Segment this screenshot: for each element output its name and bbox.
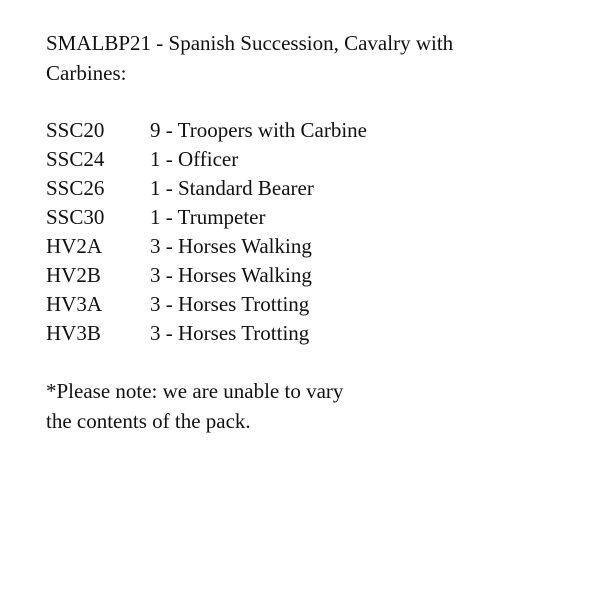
list-item: [46, 203, 566, 232]
list-item: [46, 319, 566, 348]
item-description: 1 - Trumpeter: [150, 205, 266, 229]
item-code: SSC24: [46, 147, 105, 171]
item-code: HV2A: [46, 234, 102, 258]
item-code: HV3A: [46, 292, 102, 316]
list-item: [46, 145, 566, 174]
item-description: 9 - Troopers with Carbine: [150, 118, 367, 142]
pack-title-line-2: Carbines:: [46, 61, 127, 85]
pack-items-list: [46, 116, 566, 348]
pack-contents-document: [46, 28, 566, 436]
item-code: HV3B: [46, 321, 101, 345]
pack-note: [46, 376, 566, 436]
list-item: [46, 261, 566, 290]
item-code: SSC26: [46, 176, 105, 200]
item-code: HV2B: [46, 263, 101, 287]
item-code: SSC20: [46, 118, 105, 142]
item-code: SSC30: [46, 205, 105, 229]
note-line-2: the contents of the pack.: [46, 409, 251, 433]
item-description: 1 - Standard Bearer: [150, 176, 314, 200]
pack-title: [46, 28, 566, 88]
list-item: [46, 232, 566, 261]
pack-title-line-1: SMALBP21 - Spanish Succession, Cavalry with: [46, 31, 454, 55]
list-item: [46, 174, 566, 203]
list-item: [46, 116, 566, 145]
item-description: 3 - Horses Trotting: [150, 321, 310, 345]
item-description: 1 - Officer: [150, 147, 239, 171]
item-description: 3 - Horses Trotting: [150, 292, 310, 316]
item-description: 3 - Horses Walking: [150, 263, 312, 287]
note-line-1: *Please note: we are unable to vary: [46, 379, 344, 403]
item-description: 3 - Horses Walking: [150, 234, 312, 258]
list-item: [46, 290, 566, 319]
